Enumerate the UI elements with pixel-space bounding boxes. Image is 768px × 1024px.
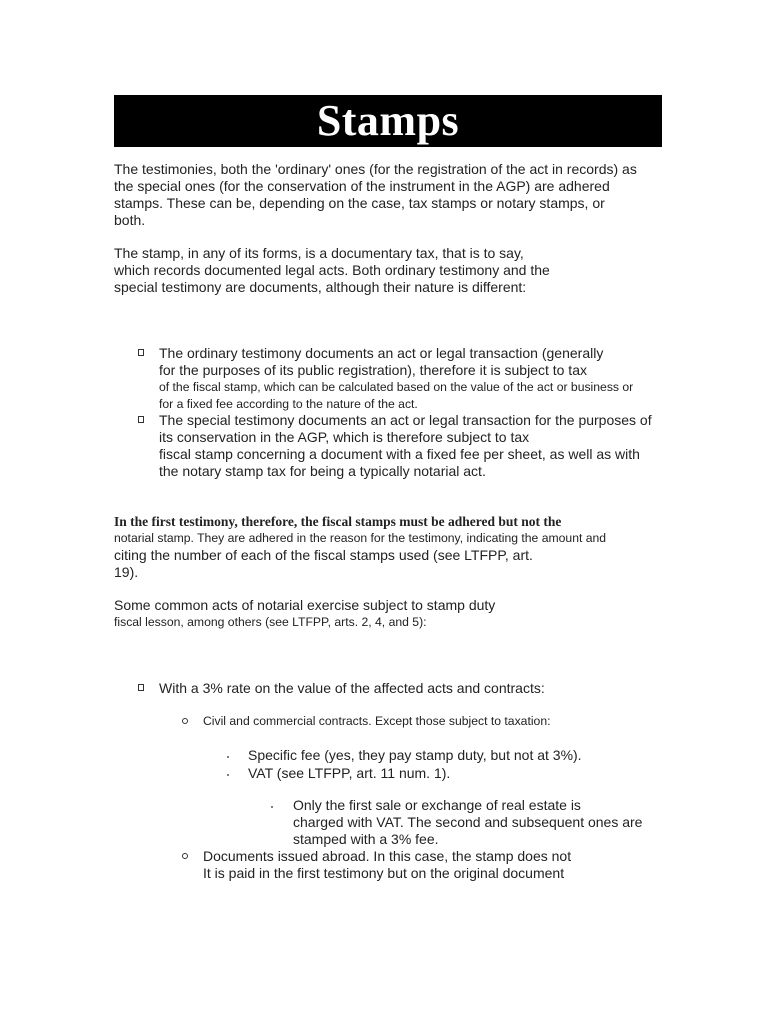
text-line: for the purposes of its public registration), therefore it is subject to tax <box>159 362 587 378</box>
text-line: Civil and commercial contracts. Except those subject to taxation: <box>203 714 551 728</box>
sub-sub-list-item <box>248 765 688 782</box>
text-line: of the fiscal stamp, which can be calculated based on the value of the act or business or <box>159 380 634 394</box>
text-line: for a fixed fee according to the nature of the act. <box>159 397 418 411</box>
text-line: notarial stamp. They are adhered in the reason for the testimony, indicating the amount and <box>114 531 607 545</box>
first-testimony-paragraph <box>114 513 674 581</box>
dot-bullet-icon <box>227 765 229 782</box>
text-line: fiscal lesson, among others (see LTFPP, arts. 2, 4, and 5): <box>114 615 427 629</box>
list-item <box>159 680 679 697</box>
text-line: 19). <box>114 564 139 580</box>
text-line: It is paid in the first testimony but on the original document <box>203 865 565 881</box>
text-line: With a 3% rate on the value of the affected acts and contracts: <box>159 680 545 696</box>
sub-sub-list-item <box>248 747 688 764</box>
bold-line: In the first testimony, therefore, the fiscal stamps must be adhered but not the <box>114 514 562 529</box>
text-line: VAT (see LTFPP, art. 11 num. 1). <box>248 765 451 781</box>
text-line: the special ones (for the conservation of the instrument in the AGP) are adhered <box>114 178 610 194</box>
sub-list-item <box>203 848 683 882</box>
stamp-paragraph <box>114 245 674 296</box>
text-line: The special testimony documents an act or legal transaction for the purposes of <box>159 412 652 428</box>
dot-bullet-icon <box>271 797 273 814</box>
text-line: which records documented legal acts. Both ordinary testimony and the <box>114 262 550 278</box>
square-bullet-icon <box>138 412 144 429</box>
text-line: citing the number of each of the fiscal stamps used (see LTFPP, art. <box>114 547 533 563</box>
text-line: stamps. These can be, depending on the case, tax stamps or notary stamps, or <box>114 195 605 211</box>
square-bullet-icon <box>138 345 144 362</box>
deep-list-item <box>293 797 693 848</box>
text-line: special testimony are documents, although their nature is different: <box>114 279 527 295</box>
text-line: stamped with a 3% fee. <box>293 831 439 847</box>
text-line: both. <box>114 212 146 228</box>
text-line: charged with VAT. The second and subsequent ones are <box>293 814 643 830</box>
text-line: the notary stamp tax for being a typically notarial act. <box>159 463 486 479</box>
text-line: The stamp, in any of its forms, is a documentary tax, that is to say, <box>114 245 524 261</box>
text-line: Documents issued abroad. In this case, the stamp does not <box>203 848 572 864</box>
text-line: The ordinary testimony documents an act or legal transaction (generally <box>159 345 604 361</box>
page-title: Stamps <box>316 96 460 145</box>
intro-paragraph <box>114 161 674 229</box>
sub-list-item <box>203 713 683 730</box>
circle-bullet-icon <box>182 848 188 865</box>
text-line: Specific fee (yes, they pay stamp duty, but not at 3%). <box>248 747 582 763</box>
list-item <box>159 412 679 480</box>
list-item <box>159 345 679 413</box>
text-line: The testimonies, both the 'ordinary' ones (for the registration of the act in records) as <box>114 161 637 177</box>
dot-bullet-icon <box>227 747 229 764</box>
common-acts-paragraph <box>114 597 674 631</box>
text-line: Some common acts of notarial exercise subject to stamp duty <box>114 597 496 613</box>
text-line: Only the first sale or exchange of real estate is <box>293 797 581 813</box>
circle-bullet-icon <box>182 713 188 730</box>
title-banner <box>114 95 662 147</box>
text-line: fiscal stamp concerning a document with a fixed fee per sheet, as well as with <box>159 446 640 462</box>
square-bullet-icon <box>138 680 144 697</box>
text-line: its conservation in the AGP, which is therefore subject to tax <box>159 429 530 445</box>
